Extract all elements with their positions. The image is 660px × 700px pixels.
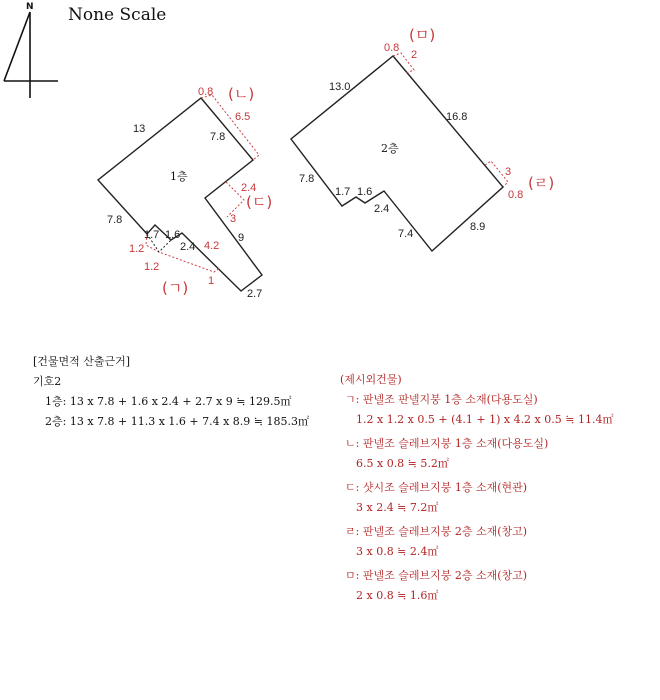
dim-floor1-right-upper: 7.8 bbox=[210, 131, 226, 143]
dim-floor2-top-right: 16.8 bbox=[446, 111, 468, 123]
excluded-item-r-label: ㄹ: 판넬조 슬레브지붕 2층 소재(창고) bbox=[345, 525, 528, 538]
excluded-item-g-formula: 1.2 x 1.2 x 0.5 + (4.1 + 1) x 4.2 x 0.5 ≒ 11.4㎡ bbox=[356, 413, 614, 426]
area-line-floor2: 2층: 13 x 7.8 + 11.3 x 1.6 + 7.4 x 8.9 ≒ 185.3㎡ bbox=[45, 415, 310, 428]
dim-floor1-step1: 1.7 bbox=[144, 229, 160, 241]
dim-floor2-step2: 1.6 bbox=[357, 186, 373, 198]
excluded-title: (제시외건물) bbox=[340, 373, 402, 386]
dim-floor1-right-lower: 9 bbox=[238, 232, 245, 244]
dim-floor1-bottom: 2.7 bbox=[247, 288, 263, 300]
annex-n-outline bbox=[201, 95, 259, 160]
excluded-item-g-label: ㄱ: 판넬조 판넬지붕 1층 소재(다용도실) bbox=[345, 393, 538, 406]
tag-annex-m: (ㅁ) bbox=[409, 26, 436, 44]
dim-annex-g-a: 1.2 bbox=[129, 243, 145, 255]
dim-annex-g-d: 1 bbox=[208, 275, 215, 287]
area-basis-section bbox=[33, 352, 309, 432]
dim-floor1-step3: 2.4 bbox=[180, 241, 196, 253]
north-arrow-icon bbox=[4, 12, 58, 98]
floor-plan-diagram bbox=[0, 0, 660, 340]
dim-floor2-lower-right: 8.9 bbox=[470, 221, 486, 233]
area-basis-symbol: 기호2 bbox=[33, 375, 62, 388]
dim-floor1-step2: 1.6 bbox=[165, 229, 181, 241]
floor2-label: 2층 bbox=[381, 142, 399, 155]
excluded-item-d-label: ㄷ: 샷시조 슬레브지붕 1층 소재(현관) bbox=[345, 481, 528, 494]
dim-floor2-lower-left: 7.4 bbox=[398, 228, 414, 240]
dim-annex-n-width: 0.8 bbox=[198, 86, 214, 98]
tag-annex-g: (ㄱ) bbox=[162, 279, 189, 297]
excluded-item-m-label: ㅁ: 판넬조 슬레브지붕 2층 소재(창고) bbox=[345, 569, 528, 582]
floor1-label: 1층 bbox=[170, 170, 188, 183]
dim-annex-d-length: 3 bbox=[230, 213, 237, 225]
dim-floor2-top-left: 13.0 bbox=[329, 81, 351, 93]
dim-floor2-step1: 1.7 bbox=[335, 186, 351, 198]
dim-annex-m-width: 0.8 bbox=[384, 42, 400, 54]
tag-annex-n: (ㄴ) bbox=[228, 85, 255, 103]
excluded-item-n-formula: 6.5 x 0.8 ≒ 5.2㎡ bbox=[356, 457, 449, 470]
dim-annex-m-length: 2 bbox=[411, 49, 418, 61]
dim-floor1-left: 7.8 bbox=[107, 214, 123, 226]
dim-annex-n-length: 6.5 bbox=[235, 111, 251, 123]
dim-floor2-step3: 2.4 bbox=[374, 203, 390, 215]
scale-label: None Scale bbox=[68, 5, 167, 25]
excluded-item-n-label: ㄴ: 판넬조 슬레브지붕 1층 소재(다용도실) bbox=[345, 437, 549, 450]
excluded-item-d-formula: 3 x 2.4 ≒ 7.2㎡ bbox=[356, 501, 439, 514]
tag-annex-r: (ㄹ) bbox=[528, 174, 555, 192]
dim-annex-r-width: 0.8 bbox=[508, 189, 524, 201]
area-basis-title: [건물면적 산출근거] bbox=[33, 355, 131, 368]
dim-annex-r-length: 3 bbox=[505, 166, 512, 178]
excluded-buildings-section bbox=[340, 370, 613, 610]
dim-floor1-top-left: 13 bbox=[133, 123, 146, 135]
area-line-floor1: 1층: 13 x 7.8 + 1.6 x 2.4 + 2.7 x 9 ≒ 129.5㎡ bbox=[45, 395, 292, 408]
dim-floor2-left: 7.8 bbox=[299, 173, 315, 185]
north-label: N bbox=[26, 2, 34, 12]
excluded-item-m-formula: 2 x 0.8 ≒ 1.6㎡ bbox=[356, 589, 439, 602]
dim-annex-d-width: 2.4 bbox=[241, 182, 257, 194]
tag-annex-d: (ㄷ) bbox=[246, 193, 273, 211]
dim-annex-g-c: 4.2 bbox=[204, 240, 220, 252]
excluded-item-r-formula: 3 x 0.8 ≒ 2.4㎡ bbox=[356, 545, 439, 558]
dim-annex-g-b: 1.2 bbox=[144, 261, 160, 273]
